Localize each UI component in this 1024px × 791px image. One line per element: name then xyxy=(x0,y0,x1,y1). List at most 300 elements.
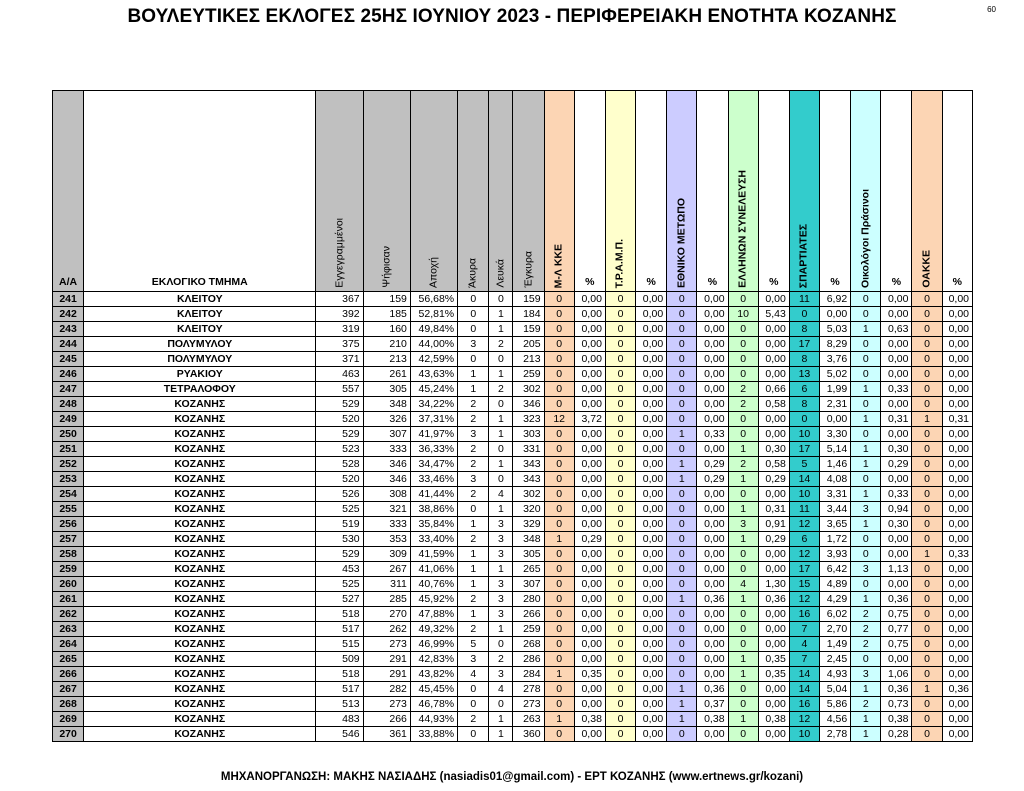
cell-party-pct: 4,89 xyxy=(820,577,851,592)
cell-aa: 255 xyxy=(53,502,84,517)
cell-party-votes: 0 xyxy=(667,397,697,412)
cell-party-pct: 2,70 xyxy=(820,622,851,637)
table-row xyxy=(53,637,973,652)
cell-ap: 41,06% xyxy=(410,562,457,577)
cell-party-votes: 8 xyxy=(789,322,819,337)
table-row xyxy=(53,397,973,412)
cell-le: 3 xyxy=(489,517,513,532)
cell-party-pct: 0,00 xyxy=(820,412,851,427)
cell-party-votes: 0 xyxy=(728,412,758,427)
cell-aa: 263 xyxy=(53,622,84,637)
cell-le: 1 xyxy=(489,307,513,322)
cell-party-votes: 0 xyxy=(667,577,697,592)
cell-ak: 0 xyxy=(458,307,489,322)
cell-party-votes: 1 xyxy=(851,412,881,427)
cell-le: 1 xyxy=(489,502,513,517)
cell-le: 0 xyxy=(489,637,513,652)
cell-party-pct: 0,00 xyxy=(881,367,912,382)
cell-party-votes: 1 xyxy=(851,487,881,502)
cell-party-pct: 0,28 xyxy=(881,727,912,742)
cell-ak: 2 xyxy=(458,397,489,412)
cell-party-pct: 0,00 xyxy=(574,322,605,337)
cell-egk: 346 xyxy=(513,397,544,412)
cell-party-pct: 3,30 xyxy=(820,427,851,442)
cell-party-pct: 0,00 xyxy=(758,727,789,742)
cell-aa: 241 xyxy=(53,292,84,307)
cell-party-pct: 2,45 xyxy=(820,652,851,667)
cell-le: 4 xyxy=(489,487,513,502)
cell-party-votes: 0 xyxy=(605,592,635,607)
table-row xyxy=(53,562,973,577)
cell-party-votes: 0 xyxy=(851,427,881,442)
cell-party-pct: 0,37 xyxy=(697,697,728,712)
table-row xyxy=(53,337,973,352)
cell-party-pct: 0,00 xyxy=(942,457,972,472)
cell-tmima: ΚΟΖΑΝΗΣ xyxy=(84,607,316,622)
cell-party-votes: 1 xyxy=(544,667,574,682)
cell-ap: 34,22% xyxy=(410,397,457,412)
cell-party-pct: 0,00 xyxy=(574,427,605,442)
cell-party-votes: 3 xyxy=(851,562,881,577)
cell-party-pct: 1,72 xyxy=(820,532,851,547)
table-row xyxy=(53,352,973,367)
cell-party-votes: 1 xyxy=(728,472,758,487)
cell-party-votes: 8 xyxy=(789,397,819,412)
cell-party-votes: 0 xyxy=(605,562,635,577)
cell-party-pct: 0,33 xyxy=(942,547,972,562)
cell-ps: 326 xyxy=(363,412,410,427)
cell-eg: 527 xyxy=(316,592,363,607)
cell-party-votes: 0 xyxy=(544,292,574,307)
cell-party-pct: 0,00 xyxy=(574,652,605,667)
cell-party-votes: 0 xyxy=(544,322,574,337)
cell-eg: 525 xyxy=(316,577,363,592)
cell-party-votes: 0 xyxy=(605,487,635,502)
cell-party-votes: 0 xyxy=(851,532,881,547)
cell-party-votes: 0 xyxy=(544,352,574,367)
cell-egk: 343 xyxy=(513,457,544,472)
cell-party-pct: 0,00 xyxy=(636,427,667,442)
cell-party-pct: 0,00 xyxy=(636,667,667,682)
cell-party-votes: 0 xyxy=(728,322,758,337)
cell-aa: 265 xyxy=(53,652,84,667)
cell-party-pct: 0,00 xyxy=(942,472,972,487)
cell-egk: 159 xyxy=(513,322,544,337)
cell-ap: 42,83% xyxy=(410,652,457,667)
cell-party-pct: 0,00 xyxy=(942,637,972,652)
table-row xyxy=(53,697,973,712)
cell-party-pct: 0,00 xyxy=(636,577,667,592)
cell-eg: 520 xyxy=(316,472,363,487)
cell-ps: 333 xyxy=(363,517,410,532)
cell-egk: 263 xyxy=(513,712,544,727)
cell-party-votes: 0 xyxy=(605,607,635,622)
cell-party-votes: 0 xyxy=(912,607,942,622)
cell-egk: 286 xyxy=(513,652,544,667)
table-row xyxy=(53,367,973,382)
cell-party-votes: 1 xyxy=(667,592,697,607)
cell-party-votes: 1 xyxy=(851,682,881,697)
cell-ak: 4 xyxy=(458,667,489,682)
cell-party-pct: 3,65 xyxy=(820,517,851,532)
cell-party-votes: 0 xyxy=(605,412,635,427)
cell-party-votes: 0 xyxy=(605,727,635,742)
cell-party-votes: 1 xyxy=(728,532,758,547)
cell-party-pct: 0,00 xyxy=(574,502,605,517)
cell-party-pct: 0,29 xyxy=(758,472,789,487)
cell-party-pct: 0,29 xyxy=(697,472,728,487)
cell-party-pct: 0,00 xyxy=(942,592,972,607)
cell-party-votes: 0 xyxy=(605,352,635,367)
cell-party-pct: 0,00 xyxy=(636,412,667,427)
cell-eg: 528 xyxy=(316,457,363,472)
cell-ps: 262 xyxy=(363,622,410,637)
cell-party-pct: 0,00 xyxy=(942,712,972,727)
header-pct: % xyxy=(585,276,595,288)
cell-party-pct: 2,31 xyxy=(820,397,851,412)
cell-party-pct: 0,00 xyxy=(636,322,667,337)
cell-egk: 305 xyxy=(513,547,544,562)
cell-tmima: ΚΟΖΑΝΗΣ xyxy=(84,412,316,427)
cell-party-pct: 0,00 xyxy=(942,517,972,532)
cell-ps: 307 xyxy=(363,427,410,442)
cell-party-votes: 0 xyxy=(544,337,574,352)
cell-party-votes: 0 xyxy=(544,442,574,457)
header-tmima: ΕΚΛΟΓΙΚΟ ΤΜΗΜΑ xyxy=(151,276,248,288)
cell-ak: 0 xyxy=(458,682,489,697)
cell-ap: 37,31% xyxy=(410,412,457,427)
cell-party-pct: 0,00 xyxy=(942,397,972,412)
cell-party-pct: 0,00 xyxy=(636,502,667,517)
cell-party-votes: 0 xyxy=(544,307,574,322)
cell-ak: 0 xyxy=(458,727,489,742)
cell-tmima: ΚΟΖΑΝΗΣ xyxy=(84,697,316,712)
cell-egk: 323 xyxy=(513,412,544,427)
cell-party-pct: 0,35 xyxy=(758,667,789,682)
cell-party-pct: 4,56 xyxy=(820,712,851,727)
cell-party-votes: 1 xyxy=(851,727,881,742)
cell-aa: 245 xyxy=(53,352,84,367)
cell-party-pct: 0,00 xyxy=(697,517,728,532)
cell-party-pct: 0,00 xyxy=(636,352,667,367)
cell-party-pct: 0,00 xyxy=(636,547,667,562)
cell-ap: 45,45% xyxy=(410,682,457,697)
cell-le: 3 xyxy=(489,577,513,592)
cell-ak: 2 xyxy=(458,442,489,457)
cell-ap: 33,88% xyxy=(410,727,457,742)
cell-party-pct: 0,00 xyxy=(697,637,728,652)
header-party: Μ-Λ ΚΚΕ xyxy=(552,243,565,288)
cell-egk: 259 xyxy=(513,622,544,637)
cell-tmima: ΚΛΕΙΤΟΥ xyxy=(84,307,316,322)
cell-party-votes: 10 xyxy=(789,427,819,442)
col-party-votes xyxy=(605,91,635,292)
cell-party-votes: 0 xyxy=(912,637,942,652)
col-party-votes xyxy=(912,91,942,292)
table-row xyxy=(53,457,973,472)
cell-party-pct: 3,72 xyxy=(574,412,605,427)
cell-party-votes: 0 xyxy=(605,322,635,337)
cell-aa: 246 xyxy=(53,367,84,382)
cell-ps: 267 xyxy=(363,562,410,577)
cell-party-pct: 0,00 xyxy=(636,337,667,352)
cell-party-pct: 0,66 xyxy=(758,382,789,397)
cell-party-pct: 0,00 xyxy=(942,367,972,382)
cell-party-pct: 1,46 xyxy=(820,457,851,472)
cell-party-votes: 1 xyxy=(912,682,942,697)
cell-eg: 519 xyxy=(316,517,363,532)
cell-party-pct: 0,00 xyxy=(574,622,605,637)
cell-party-votes: 0 xyxy=(728,487,758,502)
cell-party-votes: 0 xyxy=(544,607,574,622)
cell-party-votes: 0 xyxy=(851,577,881,592)
cell-party-pct: 0,00 xyxy=(636,622,667,637)
cell-party-votes: 0 xyxy=(912,532,942,547)
col-psifisan xyxy=(363,91,410,292)
cell-aa: 257 xyxy=(53,532,84,547)
cell-le: 1 xyxy=(489,622,513,637)
cell-party-votes: 4 xyxy=(789,637,819,652)
cell-party-votes: 0 xyxy=(728,352,758,367)
cell-party-pct: 0,31 xyxy=(881,412,912,427)
cell-party-votes: 0 xyxy=(667,547,697,562)
cell-party-votes: 16 xyxy=(789,607,819,622)
cell-tmima: ΠΟΛΥΜΥΛΟΥ xyxy=(84,352,316,367)
cell-ap: 49,84% xyxy=(410,322,457,337)
cell-party-votes: 0 xyxy=(728,607,758,622)
cell-party-votes: 0 xyxy=(605,457,635,472)
cell-ap: 41,44% xyxy=(410,487,457,502)
cell-party-pct: 5,03 xyxy=(820,322,851,337)
cell-aa: 250 xyxy=(53,427,84,442)
cell-aa: 262 xyxy=(53,607,84,622)
cell-le: 1 xyxy=(489,412,513,427)
cell-party-pct: 0,00 xyxy=(881,397,912,412)
cell-party-pct: 0,36 xyxy=(697,682,728,697)
cell-aa: 269 xyxy=(53,712,84,727)
header-eggegr: Εγγεγραμμένοι xyxy=(333,218,346,288)
cell-party-votes: 11 xyxy=(789,502,819,517)
cell-party-pct: 1,30 xyxy=(758,577,789,592)
cell-ap: 46,78% xyxy=(410,697,457,712)
cell-party-votes: 0 xyxy=(605,382,635,397)
cell-party-pct: 0,00 xyxy=(758,562,789,577)
cell-party-votes: 0 xyxy=(605,517,635,532)
cell-le: 1 xyxy=(489,322,513,337)
cell-party-votes: 0 xyxy=(544,547,574,562)
cell-ak: 2 xyxy=(458,412,489,427)
cell-ps: 305 xyxy=(363,382,410,397)
cell-party-pct: 0,00 xyxy=(758,367,789,382)
cell-party-pct: 0,00 xyxy=(942,622,972,637)
cell-party-votes: 0 xyxy=(912,307,942,322)
cell-eg: 392 xyxy=(316,307,363,322)
cell-le: 3 xyxy=(489,547,513,562)
header-party: Τ.Ρ.Α.Μ.Π. xyxy=(613,238,626,288)
cell-ak: 2 xyxy=(458,487,489,502)
cell-party-votes: 0 xyxy=(605,337,635,352)
cell-ap: 41,97% xyxy=(410,427,457,442)
cell-party-votes: 0 xyxy=(851,367,881,382)
cell-ak: 3 xyxy=(458,427,489,442)
cell-aa: 243 xyxy=(53,322,84,337)
cell-tmima: ΚΟΖΑΝΗΣ xyxy=(84,592,316,607)
cell-party-pct: 0,00 xyxy=(636,397,667,412)
cell-party-votes: 0 xyxy=(912,667,942,682)
cell-party-pct: 0,63 xyxy=(881,322,912,337)
cell-party-votes: 0 xyxy=(851,307,881,322)
cell-party-votes: 1 xyxy=(667,712,697,727)
cell-party-votes: 0 xyxy=(667,637,697,652)
table-row xyxy=(53,577,973,592)
cell-le: 2 xyxy=(489,337,513,352)
cell-eg: 509 xyxy=(316,652,363,667)
col-party-votes xyxy=(851,91,881,292)
cell-ak: 1 xyxy=(458,547,489,562)
cell-party-votes: 0 xyxy=(912,397,942,412)
cell-party-pct: 0,00 xyxy=(697,727,728,742)
cell-ap: 38,86% xyxy=(410,502,457,517)
cell-tmima: ΚΛΕΙΤΟΥ xyxy=(84,292,316,307)
cell-party-pct: 0,00 xyxy=(758,607,789,622)
cell-eg: 371 xyxy=(316,352,363,367)
cell-party-pct: 0,00 xyxy=(697,622,728,637)
col-party-pct xyxy=(758,91,789,292)
cell-party-votes: 2 xyxy=(728,397,758,412)
cell-party-pct: 0,00 xyxy=(636,652,667,667)
cell-party-votes: 0 xyxy=(544,697,574,712)
cell-ap: 46,99% xyxy=(410,637,457,652)
cell-party-pct: 0,00 xyxy=(636,442,667,457)
cell-ps: 308 xyxy=(363,487,410,502)
cell-party-votes: 0 xyxy=(667,607,697,622)
cell-party-votes: 0 xyxy=(912,367,942,382)
cell-egk: 343 xyxy=(513,472,544,487)
cell-tmima: ΚΟΖΑΝΗΣ xyxy=(84,652,316,667)
cell-party-votes: 0 xyxy=(851,337,881,352)
cell-party-pct: 0,00 xyxy=(942,502,972,517)
table-row xyxy=(53,487,973,502)
cell-party-votes: 1 xyxy=(544,712,574,727)
cell-party-pct: 0,00 xyxy=(881,532,912,547)
results-table xyxy=(52,90,973,742)
cell-ap: 44,93% xyxy=(410,712,457,727)
col-party-votes xyxy=(728,91,758,292)
cell-party-pct: 0,00 xyxy=(881,427,912,442)
cell-party-votes: 0 xyxy=(728,697,758,712)
cell-party-votes: 0 xyxy=(605,637,635,652)
cell-party-votes: 0 xyxy=(544,577,574,592)
cell-aa: 260 xyxy=(53,577,84,592)
cell-party-votes: 12 xyxy=(789,712,819,727)
cell-party-votes: 0 xyxy=(667,502,697,517)
cell-ps: 361 xyxy=(363,727,410,742)
cell-eg: 483 xyxy=(316,712,363,727)
cell-party-votes: 14 xyxy=(789,682,819,697)
cell-party-pct: 0,00 xyxy=(636,472,667,487)
cell-party-pct: 1,06 xyxy=(881,667,912,682)
cell-aa: 267 xyxy=(53,682,84,697)
cell-party-pct: 0,00 xyxy=(636,697,667,712)
cell-party-pct: 0,00 xyxy=(942,352,972,367)
cell-party-pct: 0,00 xyxy=(942,292,972,307)
header-egkyra: Έγκυρα xyxy=(522,251,535,288)
cell-party-votes: 1 xyxy=(728,712,758,727)
cell-aa: 247 xyxy=(53,382,84,397)
table-row xyxy=(53,652,973,667)
cell-party-votes: 2 xyxy=(851,607,881,622)
cell-party-votes: 12 xyxy=(789,547,819,562)
cell-party-votes: 0 xyxy=(912,487,942,502)
cell-party-pct: 0,35 xyxy=(574,667,605,682)
cell-ps: 282 xyxy=(363,682,410,697)
cell-party-pct: 0,31 xyxy=(942,412,972,427)
cell-party-votes: 8 xyxy=(789,352,819,367)
cell-party-pct: 0,00 xyxy=(636,682,667,697)
cell-eg: 529 xyxy=(316,547,363,562)
cell-tmima: ΚΛΕΙΤΟΥ xyxy=(84,322,316,337)
cell-party-votes: 0 xyxy=(667,382,697,397)
cell-party-pct: 6,02 xyxy=(820,607,851,622)
cell-party-pct: 0,00 xyxy=(574,382,605,397)
cell-party-pct: 0,33 xyxy=(881,382,912,397)
cell-party-pct: 0,00 xyxy=(697,562,728,577)
cell-party-votes: 0 xyxy=(605,652,635,667)
cell-ak: 5 xyxy=(458,637,489,652)
cell-ps: 285 xyxy=(363,592,410,607)
cell-egk: 278 xyxy=(513,682,544,697)
cell-party-votes: 1 xyxy=(851,322,881,337)
cell-party-pct: 0,00 xyxy=(636,367,667,382)
cell-party-pct: 0,00 xyxy=(697,352,728,367)
cell-party-votes: 0 xyxy=(544,397,574,412)
cell-party-pct: 0,00 xyxy=(881,307,912,322)
cell-party-pct: 0,00 xyxy=(758,622,789,637)
cell-ps: 266 xyxy=(363,712,410,727)
cell-party-pct: 0,38 xyxy=(574,712,605,727)
cell-egk: 302 xyxy=(513,487,544,502)
cell-party-votes: 17 xyxy=(789,562,819,577)
cell-party-votes: 1 xyxy=(667,682,697,697)
cell-party-pct: 0,00 xyxy=(697,442,728,457)
cell-le: 3 xyxy=(489,607,513,622)
cell-party-votes: 15 xyxy=(789,577,819,592)
cell-party-votes: 0 xyxy=(728,337,758,352)
cell-party-votes: 0 xyxy=(912,562,942,577)
col-party-votes xyxy=(667,91,697,292)
cell-tmima: ΚΟΖΑΝΗΣ xyxy=(84,577,316,592)
cell-party-votes: 1 xyxy=(851,382,881,397)
cell-party-votes: 4 xyxy=(728,577,758,592)
cell-party-votes: 12 xyxy=(789,517,819,532)
table-row xyxy=(53,517,973,532)
cell-party-votes: 0 xyxy=(605,427,635,442)
cell-party-votes: 0 xyxy=(789,412,819,427)
cell-party-pct: 0,73 xyxy=(881,697,912,712)
cell-party-pct: 0,33 xyxy=(697,427,728,442)
cell-party-pct: 0,00 xyxy=(697,547,728,562)
cell-eg: 518 xyxy=(316,667,363,682)
cell-ap: 41,59% xyxy=(410,547,457,562)
cell-ap: 49,32% xyxy=(410,622,457,637)
cell-party-votes: 2 xyxy=(851,637,881,652)
cell-le: 0 xyxy=(489,397,513,412)
cell-ap: 42,59% xyxy=(410,352,457,367)
cell-party-votes: 0 xyxy=(912,712,942,727)
cell-party-pct: 0,00 xyxy=(636,487,667,502)
table-row xyxy=(53,427,973,442)
header-apoxi: Αποχή xyxy=(427,256,440,288)
